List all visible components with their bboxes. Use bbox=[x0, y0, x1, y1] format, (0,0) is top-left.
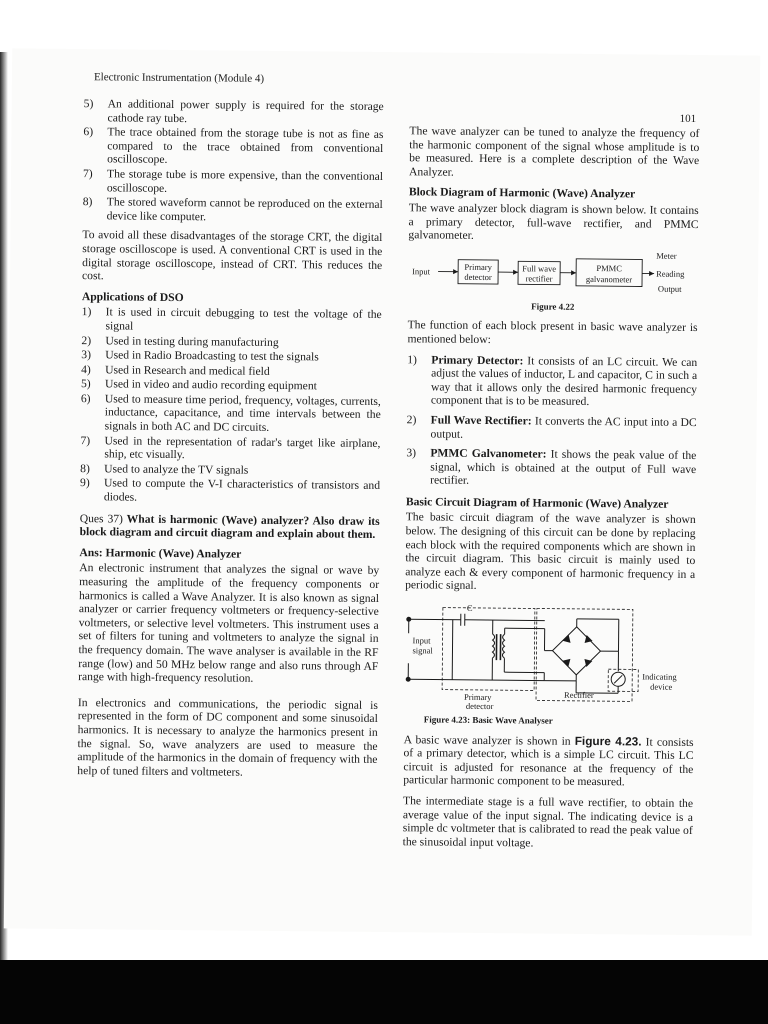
intro-paragraph: The wave analyzer can be tuned to analyze the frequency of the harmonic component of the signal whose amplitude is to be measured. Here is a complete description of the Wave Analyzer. bbox=[409, 124, 700, 179]
left-column bbox=[77, 97, 384, 787]
fig23-device-label: device bbox=[650, 681, 673, 692]
answer-paragraph-2: In electronics and communications, the periodic signal is represented in the form of DC component and some sinusoidal harmonics. It is necessary to analyze the harmonics present in the signal. So, wave analyzers are used to measure the amplitude of the harmonics in the domain of frequency with the help of tuned filters and voltmeters. bbox=[77, 695, 379, 779]
intermediate-stage-paragraph: The intermediate stage is a full wave rectifier, to obtain the average value of the input signal. The indicating device is a simple dc voltmeter that is calibrated to read the peak value of the sinusoidal input voltage. bbox=[402, 794, 694, 850]
block-diagram-heading: Block Diagram of Harmonic (Wave) Analyzer bbox=[408, 185, 636, 201]
top-margin bbox=[0, 0, 768, 52]
list-item: 1) Primary Detector: It consists of an LC circuit. We can adjust the values of inductor, L and capacitor, C in such a way that it allows only the desired harmonic frequency component that is to be measured. bbox=[407, 352, 698, 409]
list-item: 9) Used to compute the V-I characteristics of transistors and diodes. bbox=[80, 476, 381, 504]
figure-4-23-caption: Figure 4.23: Basic Wave Analyser bbox=[423, 714, 553, 726]
list-item: 8) The stored waveform cannot be reproduced on the external device like computer. bbox=[82, 195, 383, 224]
list-item: 5) Used in video and audio recording equipment bbox=[80, 377, 317, 393]
applications-list bbox=[80, 305, 382, 506]
fig22-rectifier-label: rectifier bbox=[525, 273, 553, 284]
list-item: 8) Used to analyze the TV signals bbox=[80, 461, 249, 477]
fig22-galvanometer-label: galvanometer bbox=[585, 273, 633, 285]
list-item: 3) Used in Radio Broadcasting to test the signals bbox=[81, 348, 319, 364]
fig23-c-label: C bbox=[466, 602, 473, 613]
running-header: Electronic Instrumentation (Module 4) bbox=[93, 71, 265, 85]
list-item: 1) It is used in circuit debugging to test the voltage of the signal bbox=[81, 305, 382, 333]
fig22-output-label: Output bbox=[657, 283, 682, 294]
fig23-signal-label: signal bbox=[412, 645, 433, 656]
list-item: 5) An additional power supply is required for the storage cathode ray tube. bbox=[83, 97, 384, 125]
block-functions-list bbox=[406, 353, 697, 490]
right-column bbox=[403, 124, 700, 858]
fig22-reading-label: Reading bbox=[656, 268, 685, 279]
basic-circuit-paragraph: The basic circuit diagram of the wave analyzer is shown below. The designing of this circuit can be done by replacing each block with the required components which are shown in the circuit diagram. This basic circuit is mainly used to analyze each & every component of harmonic frequency in a periodic signal. bbox=[405, 510, 696, 593]
avoid-paragraph: To avoid all these disadvantages of the storage CRT, the digital storage oscilloscope is used. A conventional CRT is used in the digital storage oscilloscope, instead of CRT. This reduces the cost. bbox=[81, 228, 383, 283]
page-number: 101 bbox=[679, 112, 697, 125]
fig22-fullwave-label: Full wave bbox=[522, 263, 557, 274]
fig22-primary-label: Primary bbox=[464, 261, 492, 272]
list-item: 6) The trace obtained from the storage tube is not as fine as compared to the trace obtained from conventional oscilloscope. bbox=[83, 125, 384, 167]
answer-paragraph-1: An electronic instrument that analyzes the signal or wave by measuring the amplitude of the frequency components or harmonics is called a Wave Analyzer. It is also known as signal analyzer or carrier frequency voltmeters or frequency-selective voltmeters, or selective level voltmeters. This instrument uses a set of filters for tuning and voltmeters to analyze the signal in the frequency domain. The wave analyser is available in the RF range (low) and 50 MHz below range and also runs through AF range with high-frequency resolution. bbox=[78, 561, 380, 685]
list-item: 4) Used in Research and medical field bbox=[81, 362, 270, 378]
list-item: 7) The storage tube is more expensive, than the conventional oscilloscope. bbox=[82, 167, 384, 195]
disadvantages-list bbox=[83, 97, 384, 225]
list-item: 3) PMMC Galvanometer: It shows the peak value of the signal, which is obtained at the output of Full wave rectifier. bbox=[406, 446, 697, 488]
figure-4-23-circuit-diagram bbox=[404, 599, 695, 714]
fig23-indicating-label: Indicating bbox=[642, 671, 677, 682]
fig23-rectifier-label: Rectifier bbox=[564, 689, 594, 701]
function-paragraph: The function of each block present in basic wave analyzer is mentioned below: bbox=[407, 318, 698, 346]
figure-4-22-caption: Figure 4.22 bbox=[531, 301, 575, 312]
fig22-meter-label: Meter bbox=[656, 250, 677, 261]
block-diagram-paragraph: The wave analyzer block diagram is shown below. It contains a primary detector, full-wave rectifier, and PMMC galvanometer. bbox=[408, 201, 699, 243]
list-item: 2) Full Wave Rectifier: It converts the AC input into a DC output. bbox=[406, 413, 697, 441]
list-item: 7) Used in the representation of radar's target like airplane, ship, etc visually. bbox=[80, 433, 381, 462]
basic-circuit-heading: Basic Circuit Diagram of Harmonic (Wave) Analyzer bbox=[405, 495, 669, 511]
fig22-detector-label: detector bbox=[464, 271, 492, 282]
figure-4-22-block-diagram bbox=[408, 249, 698, 300]
list-item: 6) Used to measure time period, frequency, voltages, currents, inductance, capacitance, and time intervals between the signals in both AC and DC circuits. bbox=[80, 391, 381, 434]
fig23-primary-label: Primary bbox=[463, 691, 492, 703]
list-item: 2) Used in testing during manufacturing bbox=[81, 333, 279, 349]
fig22-pmmc-label: PMMC bbox=[596, 262, 622, 274]
question-37: Ques 37) What is harmonic (Wave) analyzer? Also draw its block diagram and circuit diagram and explain about them. bbox=[79, 511, 380, 542]
bottom-dark-edge bbox=[0, 960, 768, 1024]
book-page bbox=[4, 48, 760, 935]
applications-heading: Applications of DSO bbox=[81, 289, 184, 304]
answer-heading: Ans: Harmonic (Wave) Analyzer bbox=[79, 545, 242, 561]
fig22-input-label: Input bbox=[412, 266, 431, 277]
basic-analyzer-paragraph: A basic wave analyzer is shown in Figure 4.23. It consists of a primary detector, which is a simple LC circuit. This LC circuit is adjusted for resonance at the frequency of the particular harmonic component to be measured. bbox=[403, 732, 694, 789]
fig23-input-label: Input bbox=[412, 635, 431, 646]
fig23-detector-label: detector bbox=[465, 700, 494, 712]
